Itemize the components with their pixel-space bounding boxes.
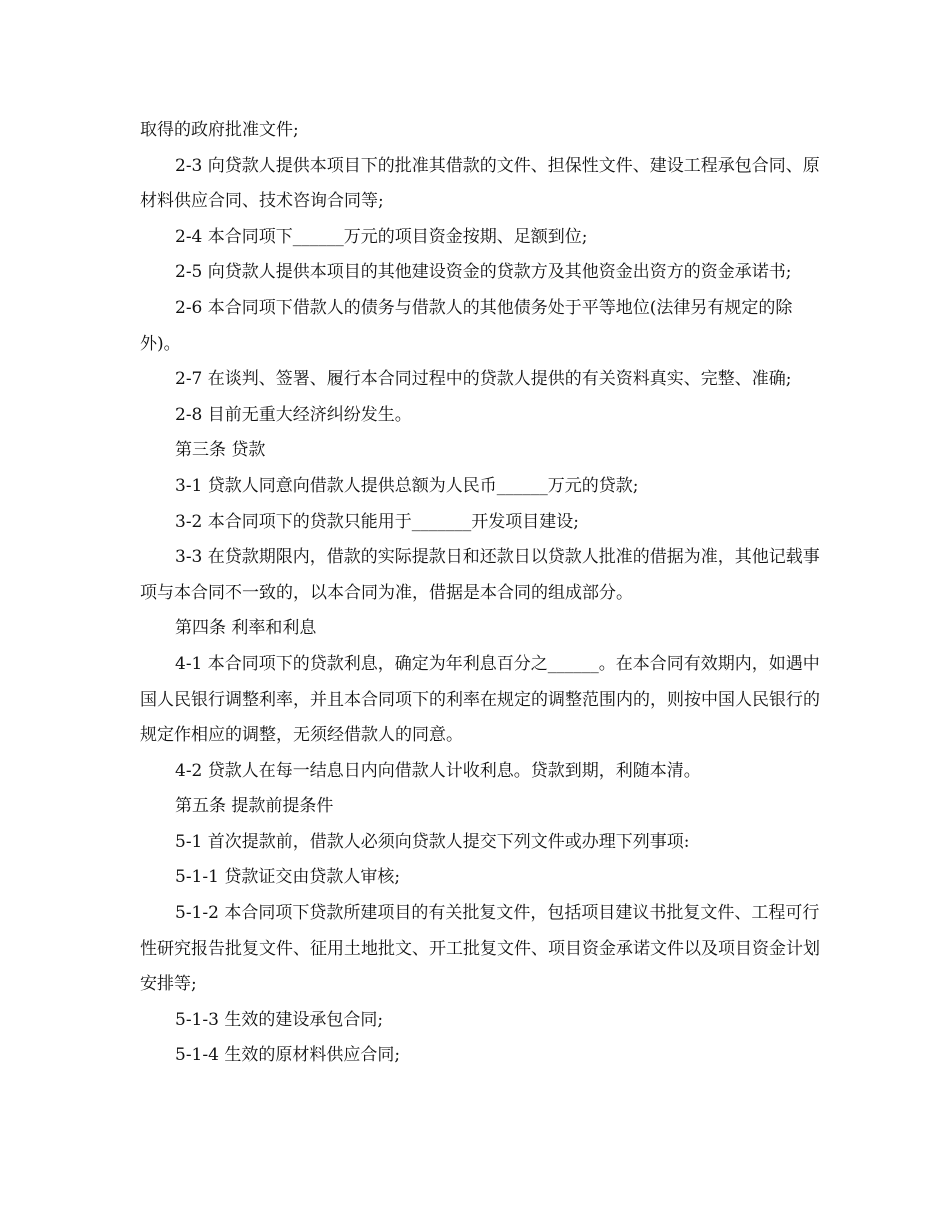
paragraph: 3-1 贷款人同意向借款人提供总额为人民币______万元的贷款; [175, 475, 639, 496]
paragraph: 5-1-1 贷款证交由贷款人审核; [175, 867, 401, 888]
paragraph: 3-3 在贷款期限内，借款的实际提款日和还款日以贷款人批准的借据为准，其他记载事项与本合同不一致的，以本合同为准，借据是本合同的组成部分。 [140, 547, 820, 603]
paragraph: 取得的政府批准文件; [140, 120, 299, 140]
paragraph: 4-1 本合同项下的贷款利息，确定为年利息百分之______。在本合同有效期内，如遇中国人民银行调整利率，并且本合同项下的利率在规定的调整范围内的，则按中国人民银行的规定作相应的调整，无须经借款人的同意。 [140, 653, 820, 746]
paragraph: 5-1-2 本合同项下贷款所建项目的有关批复文件，包括项目建议书批复文件、工程可行性研究报告批复文件、征用土地批文、开工批复文件、项目资金承诺文件以及项目资金计划安排等; [140, 903, 820, 995]
section-heading: 第三条 贷款 [175, 440, 266, 461]
paragraph: 2-6 本合同项下借款人的债务与借款人的其他债务处于平等地位(法律另有规定的除外)。 [140, 297, 793, 354]
paragraph: 5-1-3 生效的建设承包合同; [175, 1009, 384, 1030]
paragraph: 5-1-4 生效的原材料供应合同; [175, 1045, 401, 1066]
paragraph: 2-8 目前无重大经济纠纷发生。 [175, 404, 412, 425]
paragraph: 2-3 向贷款人提供本项目下的批准其借款的文件、担保性文件、建设工程承包合同、原材料供应合同、技术咨询合同等; [140, 155, 820, 212]
paragraph: 5-1 首次提款前，借款人必须向贷款人提交下列文件或办理下列事项: [175, 831, 690, 852]
paragraph: 4-2 贷款人在每一结息日内向借款人计收利息。贷款到期，利随本清。 [175, 760, 701, 781]
paragraph: 2-5 向贷款人提供本项目的其他建设资金的贷款方及其他资金出资方的资金承诺书; [175, 262, 792, 283]
document-body [140, 113, 820, 1074]
paragraph: 2-7 在谈判、签署、履行本合同过程中的贷款人提供的有关资料真实、完整、准确; [175, 369, 792, 390]
paragraph: 2-4 本合同项下______万元的项目资金按期、足额到位; [175, 226, 588, 247]
section-heading: 第四条 利率和利息 [175, 618, 317, 639]
section-heading: 第五条 提款前提条件 [175, 796, 334, 817]
paragraph: 3-2 本合同项下的贷款只能用于_______开发项目建设; [175, 511, 580, 532]
